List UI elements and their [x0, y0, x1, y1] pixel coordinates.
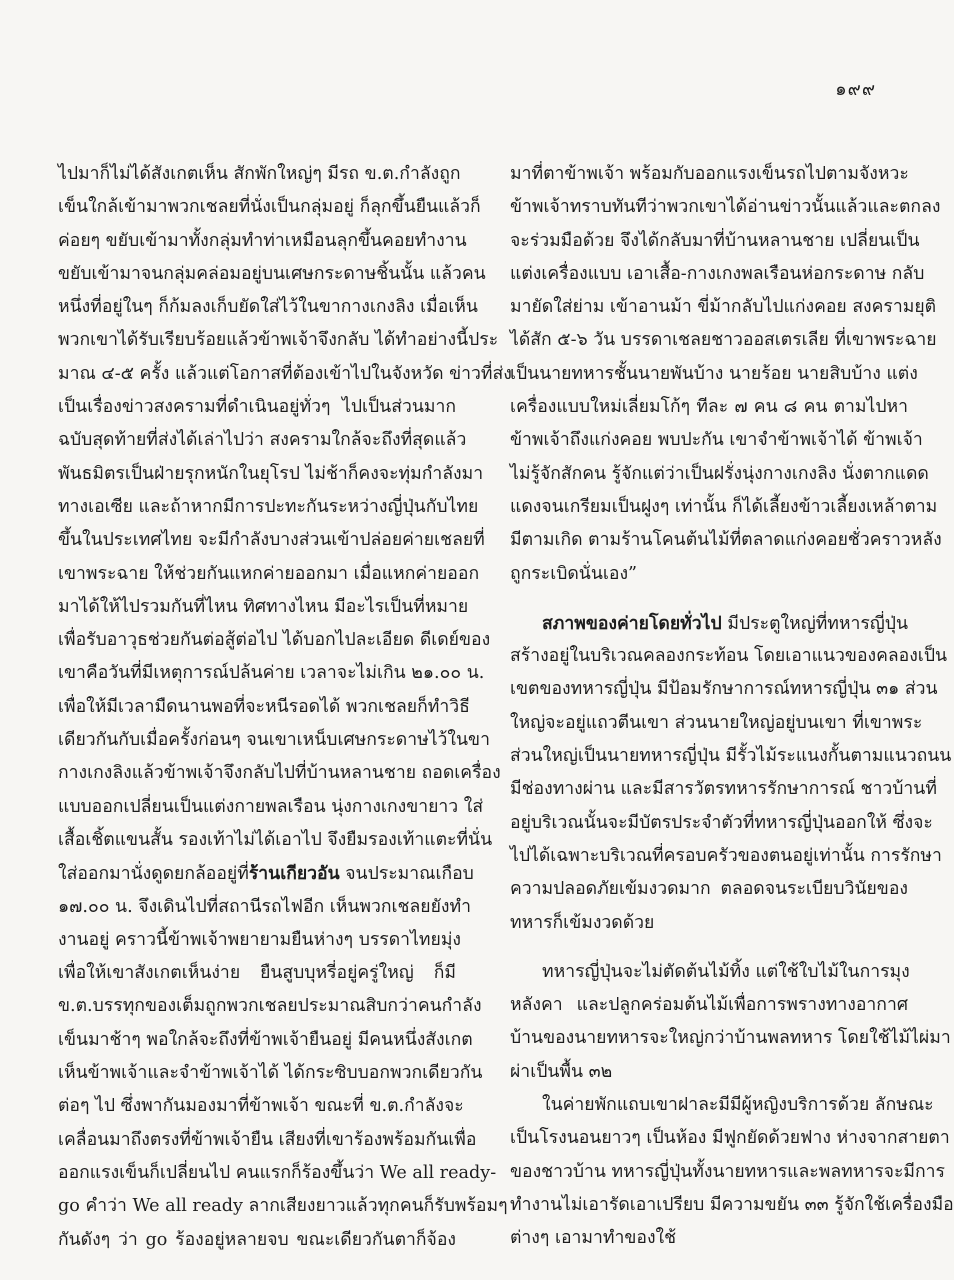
- text-line: เคลื่อนมาถึงตรงที่ข้าพเจ้ายืน เสียงที่เขาร้องพร้อมกันเพื่อ: [58, 1129, 477, 1150]
- text-line: [510, 607, 908, 640]
- text-line: ข้าพเจ้าทราบทันทีว่าพวกเขาได้อ่านข่าวนั้นแล้วและตกลง: [510, 197, 941, 218]
- text-line: ออกแรงเข็นก็เปลี่ยนไป คนแรกก็ร้องขึ้นว่า We all ready-: [58, 1162, 497, 1183]
- text-line: เป็นโรงนอนยาวๆ เป็นห้อง มีฟูกยัดด้วยฟาง ห่างจากสายตา: [510, 1128, 950, 1149]
- text-line: ถูกระเบิดนั่นเอง”: [510, 563, 638, 584]
- text-line: ของชาวบ้าน ทหารญี่ปุ่นทั้งนายทหารและพลทหารจะมีการ: [510, 1161, 945, 1182]
- paragraph: [510, 158, 942, 591]
- text-line: แต่งเครื่องแบบ เอาเสื้อ-กางเกงพลเรือนห่อกระดาษ กลับ: [510, 263, 925, 284]
- text-line: จะร่วมมือด้วย จึงได้กลับมาที่บ้านหลานชาย เปลี่ยนเป็น: [510, 230, 920, 251]
- text-line: เพื่อให้เขาสังเกตเห็นง่าย ยืนสูบบุหรี่อยู่ครู่ใหญ่ ก็มี: [58, 963, 456, 984]
- text-line: มีช่องทางผ่าน และมีสารวัตรทหารรักษาการณ์ ชาวบ้านที่: [510, 779, 937, 800]
- bold-place-name: ร้านเกียวอัน: [248, 863, 340, 885]
- text-line: มีตามเกิด ตามร้านโคนต้นไม้ที่ตลาดแก่งคอยชั่วคราวหลัง: [510, 530, 942, 551]
- section-heading: สภาพของค่ายโดยทั่วไป: [542, 612, 722, 634]
- text-line: ไม่รู้จักสักคน รู้จักแต่ว่าเป็นฝรั่งนุ่งกางเกงลิง นั่งตากแดด: [510, 463, 929, 484]
- paragraph: [510, 1089, 954, 1255]
- text-line: มาได้ให้ไปรวมกันที่ไหน ทิศทางไหน มีอะไรเป็นที่หมาย: [58, 596, 469, 617]
- text-line: เสื้อเชิ้ตแขนสั้น รองเท้าไม่ได้เอาไป จึงยืมรองเท้าแตะที่นั่น: [58, 829, 493, 850]
- text-line: ไปได้เฉพาะบริเวณที่ครอบครัวของตนอยู่เท่านั้น การรักษา: [510, 845, 942, 866]
- text-line: เข็นมาช้าๆ พอใกล้จะถึงที่ข้าพเจ้ายืนอยู่ มีคนหนึ่งสังเกต: [58, 1029, 473, 1050]
- text-line: เขาคือวันที่มีเหตุการณ์ปล้นค่าย เวลาจะไม่เกิน ๒๑.๐๐ น.: [58, 663, 485, 684]
- text-line: ค่อยๆ ขยับเข้ามาทั้งกลุ่มทำท่าเหมือนลุกขึ้นคอยทำงาน: [58, 230, 467, 251]
- text-line: ใหญ่จะอยู่แถวตีนเขา ส่วนนายใหญ่อยู่บนเขา ที่เขาพระ: [510, 712, 923, 733]
- text-line: ทำงานไม่เอารัดเอาเปรียบ มีความขยัน ๓๓ รู้จักใช้เครื่องมือ: [510, 1194, 954, 1215]
- text-line: พวกเขาได้รับเรียบร้อยแล้วข้าพเจ้าจึงกลับ ได้ทำอย่างนี้ประ: [58, 330, 499, 351]
- text-line: สร้างอยู่ในบริเวณคลองกระท้อน โดยเอาแนวของคลองเป็น: [510, 646, 948, 667]
- text-line: ขึ้นในประเทศไทย จะมีกำลังบางส่วนเข้าปล่อยค่ายเชลยที่: [58, 530, 485, 551]
- text-line: อยู่บริเวณนั้นจะมีบัตรประจำตัวที่ทหารญี่ปุ่นออกให้ ซึ่งจะ: [510, 812, 933, 833]
- text-line: [58, 857, 474, 890]
- text-line: เป็นเรื่องข่าวสงครามที่ดำเนินอยู่ทั่วๆ ไปเป็นส่วนมาก: [58, 397, 456, 418]
- text-line: เครื่องแบบใหม่เลี่ยมโก้ๆ ทีละ ๗ คน ๘ คน ตามไปหา: [510, 397, 908, 418]
- text-line: เห็นข้าพเจ้าและจำข้าพเจ้าได้ ได้กระซิบบอกพวกเดียวกัน: [58, 1063, 483, 1084]
- text-line: ขยับเข้ามาจนกลุ่มคล่อมอยู่บนเศษกระดาษชิ้นนั้น แล้วคน: [58, 263, 486, 284]
- text-span: จนประมาณเกือบ: [339, 864, 474, 885]
- text-line: กางเกงลิงแล้วข้าพเจ้าจึงกลับไปที่บ้านหลานชาย ถอดเครื่อง: [58, 763, 501, 784]
- text-line: ข้าพเจ้าถึงแก่งคอย พบปะกัน เขาจำข้าพเจ้าได้ ข้าพเจ้า: [510, 430, 923, 451]
- text-line: แดงจนเกรียมเป็นฝูงๆ เท่านั้น ก็ได้เลี้ยงข้าวเลี้ยงเหล้าตาม: [510, 496, 938, 517]
- text-line: งานอยู่ คราวนี้ข้าพเจ้าพยายามยืนห่างๆ บรรดาไทยมุ่ง: [58, 929, 462, 950]
- text-line: มาณ ๔-๕ ครั้ง แล้วแต่โอกาสที่ต้องเข้าไปในจังหวัด ข่าวที่ส่ง: [58, 363, 512, 384]
- left-column: [58, 158, 512, 1257]
- text-line: เขตของทหารญี่ปุ่น มีป้อมรักษาการณ์ทหารญี่ปุ่น ๓๑ ส่วน: [510, 679, 938, 700]
- right-column: [510, 158, 954, 1256]
- text-line: ในค่ายพักแถบเขาฝาละมีมีผู้หญิงบริการด้วย ลักษณะ: [542, 1095, 934, 1116]
- text-line: กันดังๆ ว่า go ร้องอยู่หลายจบ ขณะเดียวกันตาก็จ้อง: [58, 1229, 456, 1250]
- text-line: ไปมาก็ไม่ได้สังเกตเห็น สักพักใหญ่ๆ มีรถ ข.ต.กำลังถูก: [58, 164, 461, 184]
- text-line: ทางเอเซีย และถ้าหากมีการปะทะกันระหว่างญี่ปุ่นกับไทย: [58, 496, 479, 517]
- text-line: ๑๗.๐๐ น. จึงเดินไปที่สถานีรถไฟอีก เห็นพวกเชลยยังทำ: [58, 896, 471, 917]
- text-line: ต่อๆ ไป ซึ่งพากันมองมาที่ข้าพเจ้า ขณะที่ ข.ต.กำลังจะ: [58, 1096, 464, 1117]
- page-number: ๑๙๙: [835, 79, 876, 100]
- text-line: เดียวกันกับเมื่อครั้งก่อนๆ จนเขาเหน็บเศษกระดาษไว้ในขา: [58, 730, 490, 751]
- text-span: ใส่ออกมานั่งดูดยกล้ออยู่ที่: [58, 864, 249, 885]
- paragraph: [510, 640, 952, 940]
- text-line: เขาพระฉาย ให้ช่วยกันแหกค่ายออกมา เมื่อแหกค่ายออก: [58, 563, 480, 584]
- text-span: มีประตูใหญ่ที่ทหารญี่ปุ่น: [721, 613, 908, 634]
- text-line: เข็นใกล้เข้ามาพวกเชลยที่นั่งเป็นกลุ่มอยู่ ก็ลุกขึ้นยืนแล้วก็: [58, 197, 481, 218]
- text-line: หลังคา และปลูกคร่อมต้นไม้เพื่อการพรางทางอากาศ: [510, 995, 908, 1016]
- text-line: เพื่อให้มีเวลามืดนานพอที่จะหนีรอดได้ พวกเชลยก็ทำวิธี: [58, 696, 470, 717]
- paragraph: [510, 956, 951, 1089]
- text-line: เพื่อรับอาวุธช่วยกันต่อสู้ต่อไป ได้บอกไปละเอียด ดีเดย์ของ: [58, 630, 491, 651]
- text-line: ฉบับสุดท้ายที่ส่งได้เล่าไปว่า สงครามใกล้จะถึงที่สุดแล้ว: [58, 430, 467, 451]
- text-line: หนึ่งที่อยู่ในๆ ก็ก้มลงเก็บยัดใส่ไว้ในขากางเกงลิง เมื่อเห็น: [58, 297, 478, 318]
- text-line: ได้สัก ๕-๖ วัน บรรดาเชลยชาวออสเตรเลีย ที่เขาพระฉาย: [510, 330, 937, 351]
- text-line: ทหารก็เข้มงวดด้วย: [510, 912, 655, 933]
- text-line: ทหารญี่ปุ่นจะไม่ตัดต้นไม้ทิ้ง แต่ใช้ใบไม้ในการมุง: [542, 961, 910, 982]
- text-line: ผ่าเป็นพื้น ๓๒: [510, 1061, 613, 1082]
- text-line: ต่างๆ เอามาทำของใช้: [510, 1228, 677, 1249]
- text-line: ส่วนใหญ่เป็นนายทหารญี่ปุ่น มีรั้วไม้ระแนงกั้นตามแนวถนน: [510, 746, 952, 767]
- text-line: ความปลอดภัยเข้มงวดมาก ตลอดจนระเบียบวินัยของ: [510, 879, 908, 900]
- text-line: แบบออกเปลี่ยนเป็นแต่งกายพลเรือน นุ่งกางเกงขายาว ใส่: [58, 796, 484, 817]
- text-line: มาที่ตาข้าพเจ้า พร้อมกับออกแรงเข็นรถไปตามจังหวะ: [510, 164, 909, 184]
- text-line: มายัดใส่ย่าม เข้าอานม้า ขี่ม้ากลับไปแก่งคอย สงครามยุติ: [510, 297, 937, 318]
- text-line: บ้านของนายทหารจะใหญ่กว่าบ้านพลทหาร โดยใช้ไม้ไผ่มา: [510, 1028, 951, 1049]
- text-line: go คำว่า We all ready ลากเสียงยาวแล้วทุกคนก็รับพร้อมๆ: [58, 1196, 508, 1217]
- text-line: ข.ต.บรรทุกของเต็มถูกพวกเชลยประมาณสิบกว่าคนกำลัง: [58, 996, 482, 1017]
- text-line: พันธมิตรเป็นฝ่ายรุกหนักในยุโรป ไม่ช้าก็คงจะทุ่มกำลังมา: [58, 463, 484, 484]
- text-line: เป็นนายทหารชั้นนายพันบ้าง นายร้อย นายสิบบ้าง แต่ง: [510, 363, 918, 384]
